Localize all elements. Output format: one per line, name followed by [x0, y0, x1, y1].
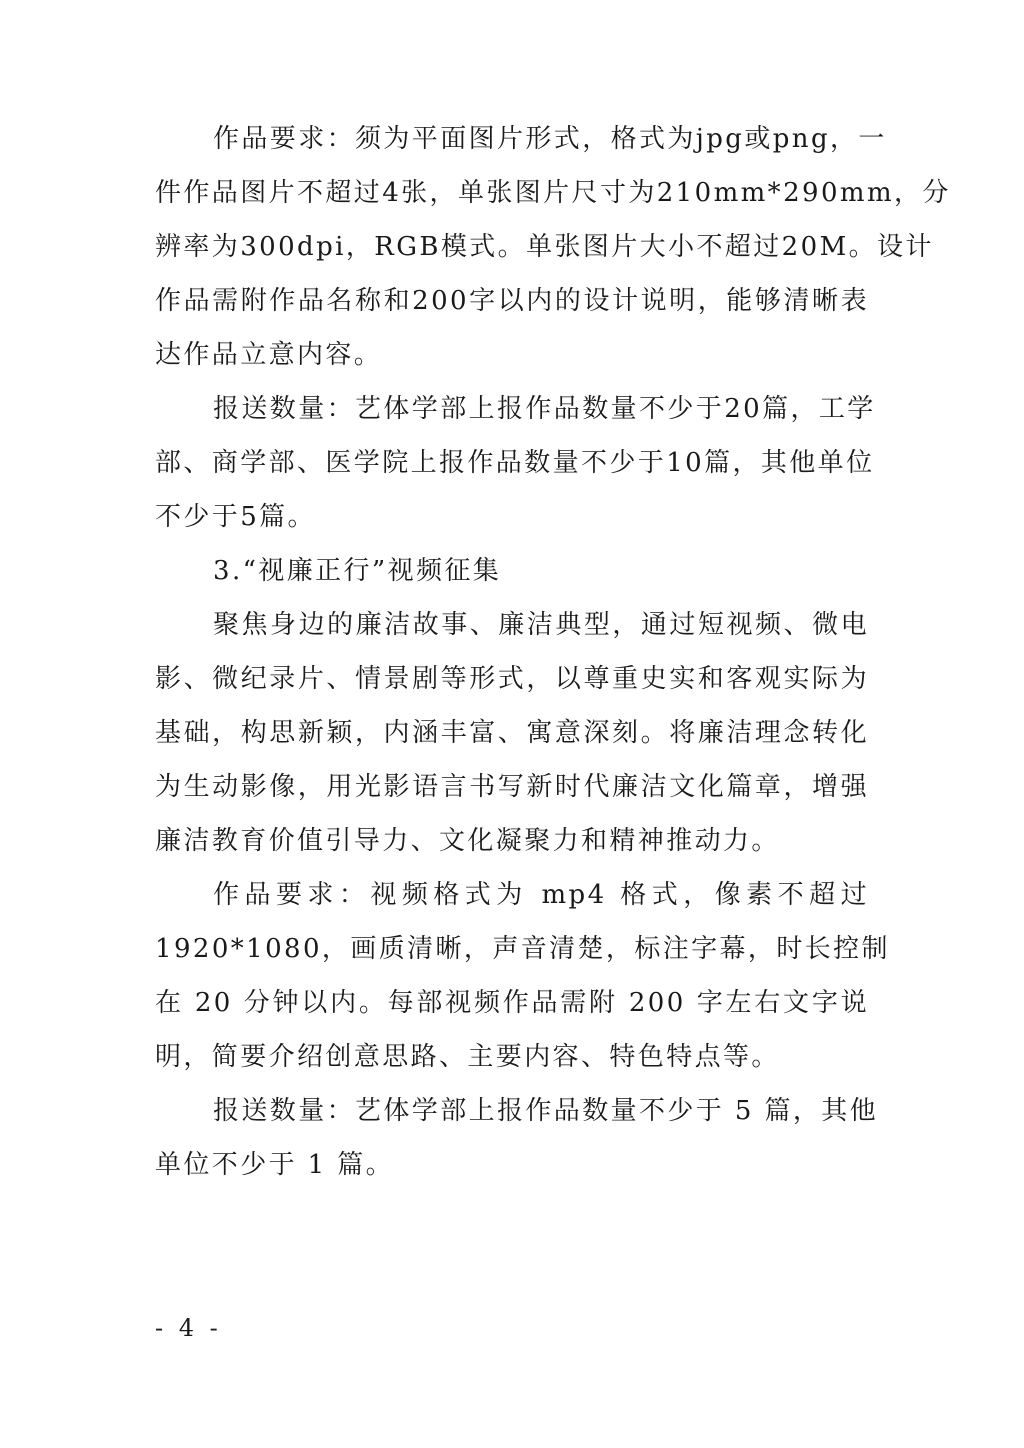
line-text: 报送数量：艺体学部上报作品数量不少于20篇，工学 — [213, 394, 876, 424]
section-heading-text: 3.“视廉正行”视频征集 — [213, 556, 502, 586]
text-line — [155, 490, 869, 544]
text-line — [155, 166, 951, 220]
text-line — [155, 922, 890, 976]
text-line — [155, 220, 934, 274]
document-body — [155, 112, 951, 1192]
line-text: 作品要求：视频格式为 mp4 格式，像素不超过 — [213, 880, 869, 910]
line-text: 廉洁教育价值引导力、文化凝聚力和精神推动力。 — [155, 826, 780, 856]
line-text: 部、商学部、医学院上报作品数量不少于10篇，其他单位 — [155, 448, 875, 478]
text-line — [155, 706, 869, 760]
page-number: - 4 - — [155, 1314, 222, 1342]
text-line — [155, 436, 875, 490]
line-text: 作品要求：须为平面图片形式，格式为jpg或png，一 — [213, 124, 887, 154]
text-line — [155, 274, 869, 328]
text-line — [155, 1030, 869, 1084]
line-text: 达作品立意内容。 — [155, 340, 383, 370]
line-text: 1920*1080，画质清晰，声音清楚，标注字幕，时长控制 — [155, 934, 890, 964]
line-text: 在 20 分钟以内。每部视频作品需附 200 字左右文字说 — [155, 988, 869, 1018]
line-text: 报送数量：艺体学部上报作品数量不少于 5 篇，其他 — [213, 1096, 879, 1126]
line-text: 明，简要介绍创意思路、主要内容、特色特点等。 — [155, 1042, 780, 1072]
text-line — [155, 328, 869, 382]
text-line — [155, 868, 869, 922]
text-line — [155, 976, 869, 1030]
line-text: 基础，构思新颖，内涵丰富、寓意深刻。将廉洁理念转化 — [155, 718, 869, 748]
line-text: 为生动影像，用光影语言书写新时代廉洁文化篇章，增强 — [155, 772, 869, 802]
text-line — [155, 382, 876, 436]
section-heading — [155, 544, 869, 598]
line-text: 影、微纪录片、情景剧等形式，以尊重史实和客观实际为 — [155, 664, 869, 694]
text-line — [155, 598, 869, 652]
text-line — [155, 760, 869, 814]
text-line — [155, 814, 869, 868]
line-text: 聚焦身边的廉洁故事、廉洁典型，通过短视频、微电 — [213, 610, 869, 640]
line-text: 单位不少于 1 篇。 — [155, 1150, 395, 1180]
line-text: 作品需附作品名称和200字以内的设计说明，能够清晰表 — [155, 286, 869, 316]
line-text: 辨率为300dpi，RGB模式。单张图片大小不超过20M。设计 — [155, 232, 934, 262]
text-line — [155, 1138, 869, 1192]
text-line — [155, 1084, 879, 1138]
line-text: 件作品图片不超过4张，单张图片尺寸为210mm*290mm，分 — [155, 178, 951, 208]
text-line — [155, 112, 887, 166]
text-line — [155, 652, 869, 706]
line-text: 不少于5篇。 — [155, 502, 316, 532]
